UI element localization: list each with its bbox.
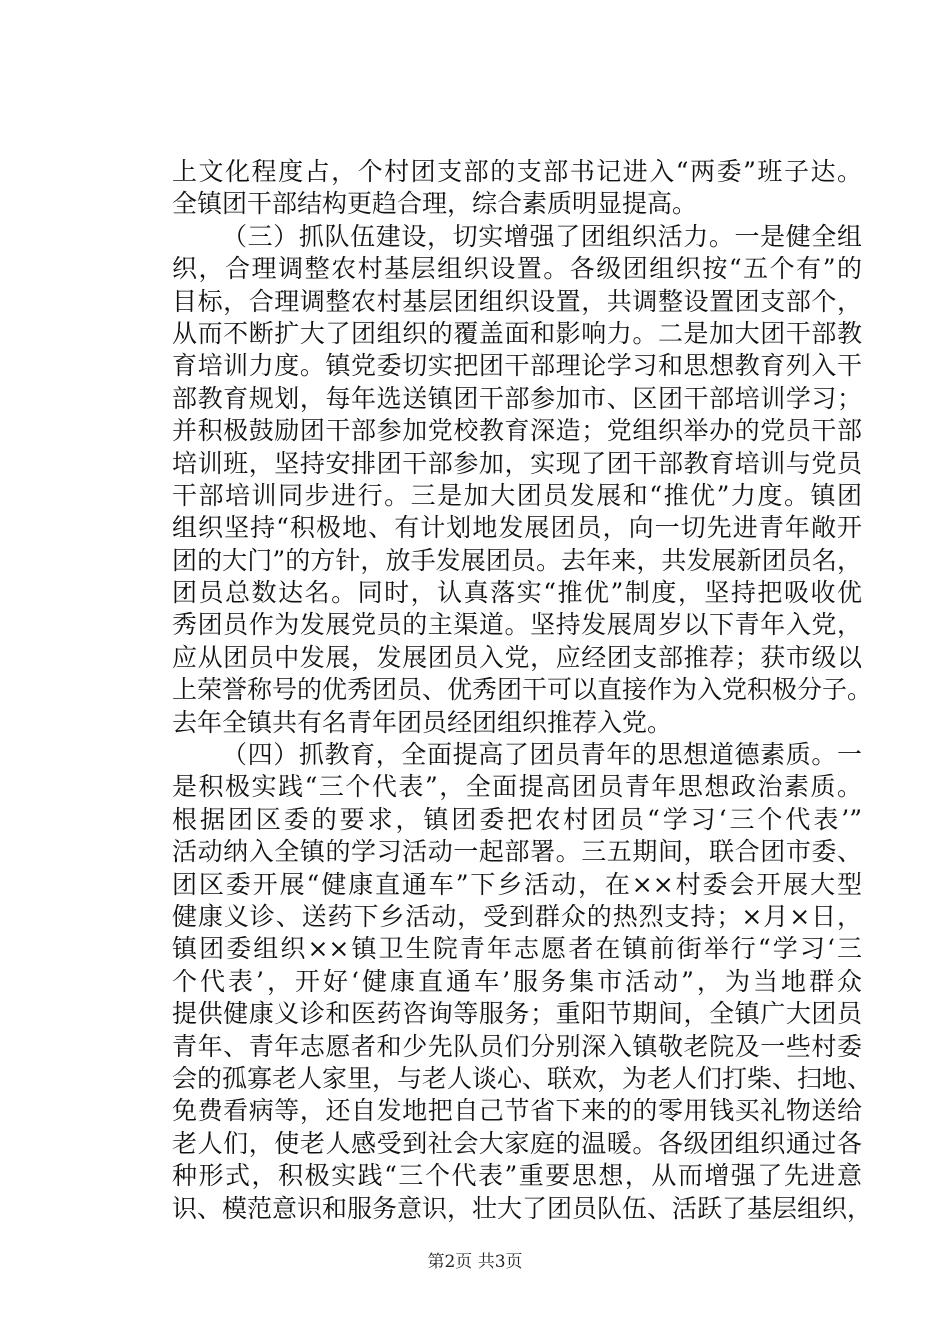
text-line: （四）抓教育，全面提高了团员青年的思想道德素质。一 [222,740,862,770]
text-line: 根据团区委的要求，镇团委把农村团员“学习‘三个代表’” [172,804,862,834]
text-line: 会的孤寡老人家里，与老人谈心、联欢，为老人们打柴、扫地、 [172,1063,873,1093]
text-line: 免费看病等，还自发地把自己节省下来的的零用钱买礼物送给 [172,1096,862,1126]
text-line: 全镇团干部结构更趋合理，综合素质明显提高。 [172,189,698,219]
text-line: 并积极鼓励团干部参加党校教育深造；党组织举办的党员干部 [172,416,862,446]
text-line: 织，合理调整农村基层组织设置。各级团组织按“五个有”的 [172,254,862,284]
text-line: 是积极实践“三个代表”，全面提高团员青年思想政治素质。 [172,772,862,802]
text-line: 秀团员作为发展党员的主渠道。坚持发展周岁以下青年入党， [172,610,862,640]
text-line: 培训班，坚持安排团干部参加，实现了团干部教育培训与党员 [172,448,862,478]
text-line: 从而不断扩大了团组织的覆盖面和影响力。二是加大团干部教 [172,318,862,348]
text-line: 上荣誉称号的优秀团员、优秀团干可以直接作为入党积极分子。 [172,675,873,705]
text-line: 提供健康义诊和医药咨询等服务；重阳节期间，全镇广大团员 [172,999,862,1029]
text-line: 团员总数达名。同时，认真落实“推优”制度，坚持把吸收优 [172,578,862,608]
text-line: （三）抓队伍建设，切实增强了团组织活力。一是健全组 [222,221,862,251]
text-line: 应从团员中发展，发展团员入党，应经团支部推荐；获市级以 [172,642,862,672]
text-line: 去年全镇共有名青年团员经团组织推荐入党。 [172,707,673,737]
text-line: 个代表’，开好‘健康直通车’服务集市活动”，为当地群众 [172,966,862,996]
text-line: 活动纳入全镇的学习活动一起部署。三五期间，联合团市委、 [172,837,862,867]
text-line: 老人们，使老人感受到社会大家庭的温暖。各级团组织通过各 [172,1128,862,1158]
page-number-label: 第2页 共3页 [427,1252,523,1272]
text-line: 镇团委组织××镇卫生院青年志愿者在镇前街举行“学习‘三 [172,934,862,964]
text-line: 干部培训同步进行。三是加大团员发展和“推优”力度。镇团 [172,480,862,510]
text-line: 育培训力度。镇党委切实把团干部理论学习和思想教育列入干 [172,351,862,381]
text-line: 组织坚持“积极地、有计划地发展团员，向一切先进青年敞开 [172,513,862,543]
text-line: 识、模范意识和服务意识，壮大了团员队伍、活跃了基层组织， [172,1193,873,1223]
text-line: 种形式，积极实践“三个代表”重要思想，从而增强了先进意 [172,1161,862,1191]
text-line: 青年、青年志愿者和少先队员们分别深入镇敬老院及一些村委 [172,1031,862,1061]
document-body [172,156,873,1225]
text-line: 健康义诊、送药下乡活动，受到群众的热烈支持；×月×日， [172,901,862,931]
text-line: 目标，合理调整农村基层团组织设置，共调整设置团支部个， [172,286,862,316]
text-line: 团区委开展“健康直通车”下乡活动，在××村委会开展大型 [172,869,862,899]
text-line: 上文化程度占，个村团支部的支部书记进入“两委”班子达。 [172,157,862,186]
page-footer [0,1247,950,1272]
text-line: 部教育规划，每年选送镇团干部参加市、区团干部培训学习； [172,383,862,413]
text-line: 团的大门”的方针，放手发展团员。去年来，共发展新团员名， [172,545,862,575]
